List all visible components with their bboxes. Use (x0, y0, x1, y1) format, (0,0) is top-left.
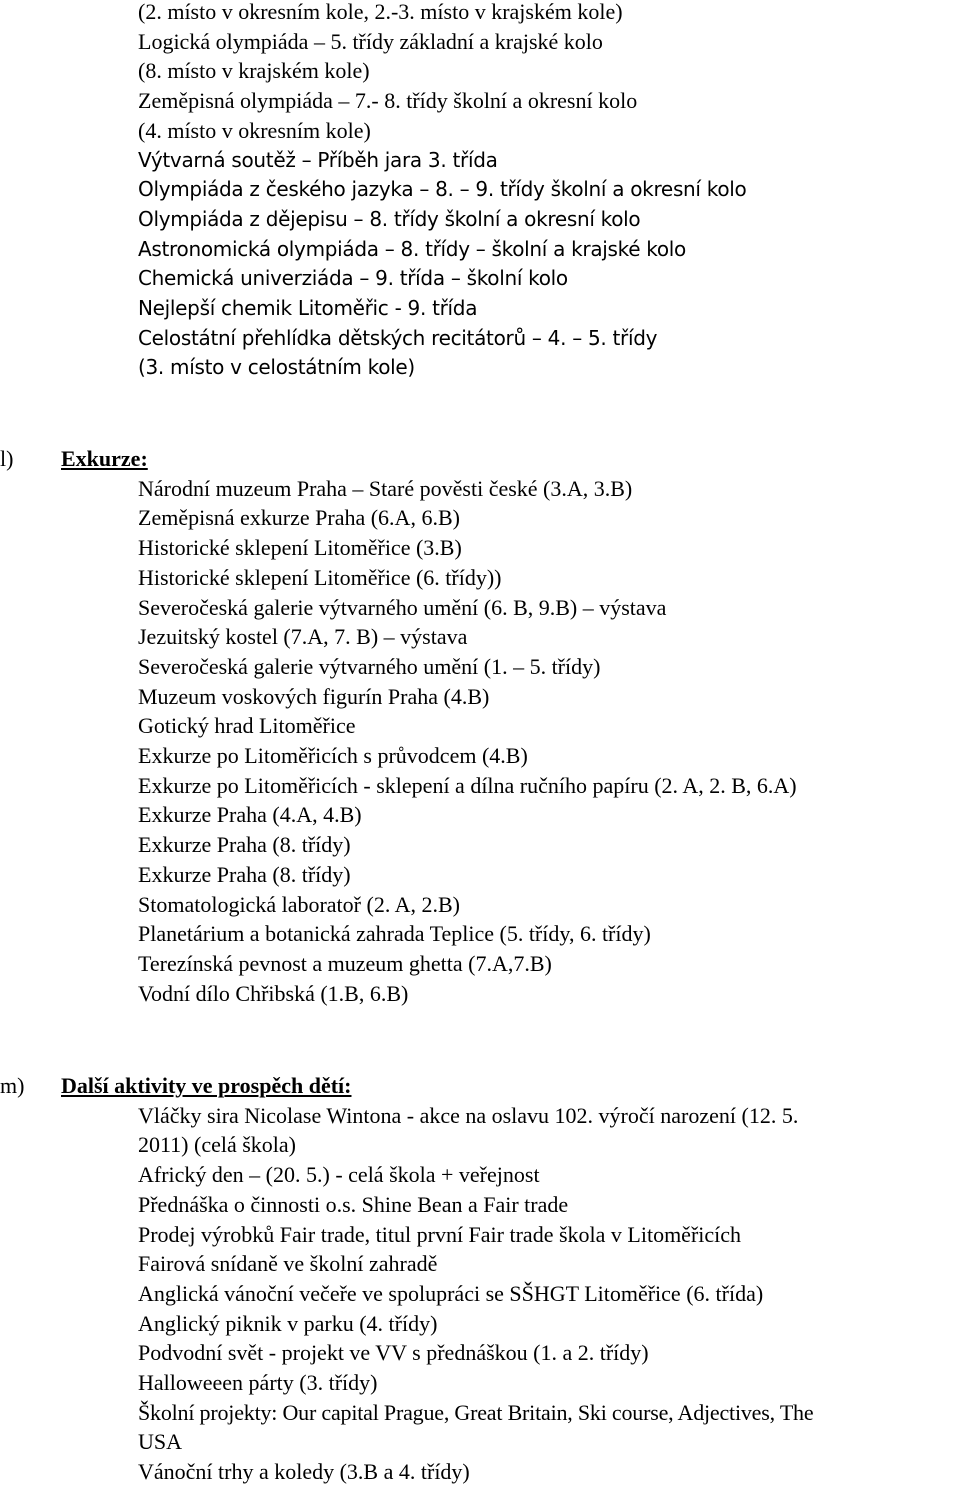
list-item: (8. místo v krajském kole) (138, 58, 370, 84)
section-title: Další aktivity ve prospěch dětí: (61, 1073, 352, 1098)
section-heading (0, 1071, 960, 1101)
list-item: Jezuitský kostel (7.A, 7. B) – výstava (138, 624, 468, 650)
list-item: Severočeská galerie výtvarného umění (1. – 5. třídy) (138, 653, 601, 679)
list-item: Historické sklepení Litoměřice (6. třídy)) (138, 564, 502, 590)
list-item: Celostátní přehlídka dětských recitátorů – 4. – 5. třídy (138, 325, 658, 350)
list-item: Vodní dílo Chřibská (1.B, 6.B) (138, 980, 409, 1006)
list-item: Vánoční trhy a koledy (3.B a 4. třídy) (138, 1459, 470, 1485)
section-excursions (0, 444, 960, 1008)
list-item: Zeměpisná exkurze Praha (6.A, 6.B) (138, 505, 460, 531)
section-other-activities (0, 1071, 960, 1487)
list-item: Historické sklepení Litoměřice (3.B) (138, 535, 462, 561)
list-item: Fairová snídaně ve školní zahradě (138, 1251, 438, 1277)
list-item: Školní projekty: Our capital Prague, Great Britain, Ski course, Adjectives, The (138, 1399, 814, 1425)
section-letter: m) (0, 1073, 25, 1098)
list-item: Národní muzeum Praha – Staré pověsti české (3.A, 3.B) (138, 475, 633, 501)
list-item: (3. místo v celostátním kole) (138, 355, 415, 380)
list-item: Terezínská pevnost a muzeum ghetta (7.A,7.B) (138, 950, 552, 976)
list-item: Exkurze Praha (4.A, 4.B) (138, 802, 362, 828)
list-item: Exkurze po Litoměřicích - sklepení a dílna ručního papíru (2. A, 2. B, 6.A) (138, 772, 797, 798)
list-item: Zeměpisná olympiáda – 7.- 8. třídy školní a okresní kolo (138, 88, 638, 114)
list-item: (4. místo v okresním kole) (138, 117, 371, 143)
competitions-list (0, 0, 960, 383)
list-item: Olympiáda z dějepisu – 8. třídy školní a okresní kolo (138, 206, 641, 231)
list-item: Nejlepší chemik Litoměřic - 9. třída (138, 296, 478, 321)
list-item: Vláčky sira Nicolase Wintona - akce na oslavu 102. výročí narození (12. 5. (138, 1102, 799, 1128)
list-item: Logická olympiáda – 5. třídy základní a krajské kolo (138, 28, 603, 54)
list-item: 2011) (celá škola) (138, 1132, 297, 1158)
list-item: Stomatologická laboratoř (2. A, 2.B) (138, 891, 460, 917)
list-item: Olympiáda z českého jazyka – 8. – 9. třídy školní a okresní kolo (138, 177, 747, 202)
list-item: Severočeská galerie výtvarného umění (6. B, 9.B) – výstava (138, 594, 667, 620)
list-item: Chemická univerziáda – 9. třída – školní kolo (138, 266, 568, 291)
list-item: Výtvarná soutěž – Příběh jara 3. třída (138, 147, 498, 172)
list-item: Exkurze Praha (8. třídy) (138, 861, 351, 887)
list-item: Podvodní svět - projekt ve VV s přednáškou (1. a 2. třídy) (138, 1340, 649, 1366)
list-item: Africký den – (20. 5.) - celá škola + veřejnost (138, 1162, 540, 1188)
section-letter: l) (0, 446, 14, 471)
list-item: Halloweeen párty (3. třídy) (138, 1370, 378, 1396)
section-title: Exkurze: (61, 446, 148, 471)
list-item: Gotický hrad Litoměřice (138, 713, 356, 739)
list-item: Astronomická olympiáda – 8. třídy – školní a krajské kolo (138, 236, 686, 261)
list-item: Anglický piknik v parku (4. třídy) (138, 1310, 438, 1336)
list-item: USA (138, 1429, 183, 1455)
list-item: Anglická vánoční večeře ve spolupráci se SŠHGT Litoměřice (6. třída) (138, 1280, 764, 1306)
list-item: Exkurze po Litoměřicích s průvodcem (4.B) (138, 743, 528, 769)
section-heading (0, 444, 960, 474)
list-item: Exkurze Praha (8. třídy) (138, 832, 351, 858)
list-item: (2. místo v okresním kole, 2.-3. místo v krajském kole) (138, 0, 623, 24)
list-item: Přednáška o činnosti o.s. Shine Bean a Fair trade (138, 1191, 569, 1217)
list-item: Muzeum voskových figurín Praha (4.B) (138, 683, 490, 709)
list-item: Prodej výrobků Fair trade, titul první Fair trade škola v Litoměřicích (138, 1221, 742, 1247)
list-item: Planetárium a botanická zahrada Teplice (5. třídy, 6. třídy) (138, 921, 651, 947)
